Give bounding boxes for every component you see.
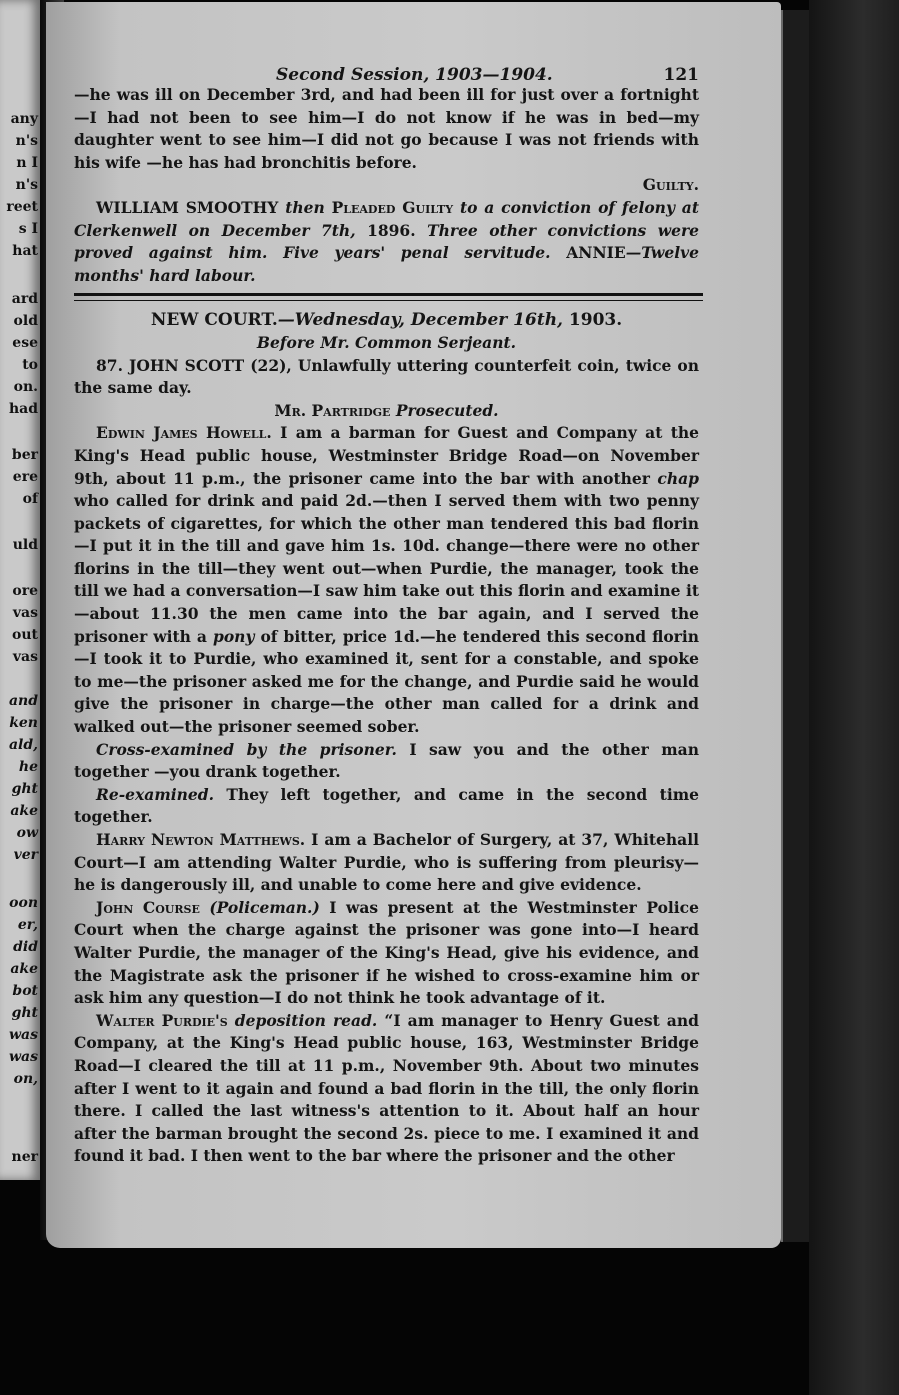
page-text: [74, 56, 699, 1168]
document-page: [46, 2, 781, 1248]
defendant-name: WILLIAM SMOOTHY: [96, 197, 279, 217]
margin-fragment: to: [22, 357, 38, 373]
margin-fragment: and: [8, 693, 38, 709]
margin-fragment: ore: [12, 583, 38, 599]
margin-fragment: ese: [12, 335, 38, 351]
cross-examination: Cross-examined by the prisoner. I saw you and the other man together —you drank together.: [74, 739, 699, 782]
margin-fragment: ber: [11, 447, 38, 463]
margin-fragment: out: [12, 627, 38, 643]
page-edge-stack: [781, 10, 811, 1242]
background-shadow: [809, 0, 899, 1395]
margin-fragment: ald,: [8, 737, 38, 753]
margin-fragment: ere: [12, 469, 38, 485]
testimony-matthews: Harry Newton Matthews. I am a Bachelor of Surgery, at 37, Whitehall Court—I am attending Walter Purdie, who is suffering from pleurisy—he is dangerously ill, and unable to come here and give evidence.: [74, 830, 699, 895]
margin-fragment: hat: [12, 243, 38, 259]
witness-name: John Course: [96, 897, 200, 917]
margin-fragment: n's: [15, 177, 38, 193]
sentence-paragraph: WILLIAM SMOOTHY then Pleaded Guilty to a conviction of felony at Clerkenwell on December 7th, 1896. Three other convictions were proved against him. Five years' penal servitude. ANNIE—Twelve months' hard labour.: [74, 197, 699, 285]
witness-name: Edwin James Howell.: [96, 423, 272, 443]
page-number: 121: [663, 65, 699, 85]
previous-case-testimony: —he was ill on December 3rd, and had been ill for just over a fortnight—I had not been to see him—I do not know if he was in bed—my daughter went to see him—I did not go because I was not friends with his wife —he has had bronchitis before.: [74, 85, 699, 172]
prosecution-line: Mr. Partridge Prosecuted.: [274, 400, 499, 420]
margin-fragment: ken: [9, 715, 38, 731]
margin-fragment: uld: [12, 537, 38, 553]
case-heading: 87. JOHN SCOTT (22), Unlawfully uttering counterfeit coin, twice on the same day.: [74, 355, 699, 398]
margin-fragment: on.: [13, 379, 38, 395]
margin-fragment: any: [10, 111, 38, 127]
verdict: Guilty.: [642, 175, 699, 195]
margin-fragment: of: [22, 491, 38, 507]
margin-fragment: did: [13, 939, 38, 955]
re-examination: Re-examined. They left together, and came in the second time together.: [74, 784, 699, 827]
margin-fragment: ght: [11, 781, 38, 797]
margin-fragment: reet: [6, 199, 38, 215]
page-header: [74, 56, 699, 84]
margin-fragment: was: [8, 1027, 38, 1043]
margin-fragment: n I: [16, 155, 38, 171]
deposition-purdie: Walter Purdie's deposition read. “I am manager to Henry Guest and Company, at the King's Head public house, 163, Westminster Bridge Road—I cleared the till at 11 p.m., November 9th. About two minutes after I went to it again and found a bad florin in the till, the only florin there. I called the last witness's attention to it. About half an hour after the barman brought the second 2s. piece to me. I examined it and found it bad. I then went to the bar where the prisoner and the other: [74, 1010, 699, 1166]
margin-fragment: er,: [17, 917, 38, 933]
judge-line: Before Mr. Common Serjeant.: [256, 332, 517, 352]
margin-fragment: ake: [10, 803, 38, 819]
margin-fragment: ner: [11, 1149, 38, 1165]
margin-fragment: n's: [15, 133, 38, 149]
margin-fragment: s I: [18, 221, 38, 237]
testimony-howell: Edwin James Howell. I am a barman for Guest and Company at the King's Head public house, Westminster Bridge Road—on November 9th, about 11 p.m., the prisoner came into the bar with another chap who called for drink and paid 2d.—then I served them with two penny packets of cigarettes, for which the other man tendered this bad florin —I put it in the till and gave him 1s. 10d. change—there were no other florins in the till—they went out—when Purdie, the manager, took the till we had a conversation—I saw him take out this florin and examine it—about 11.30 the men came into the bar again, and I served the prisoner with a pony of bitter, price 1d.—he tendered this second florin—I took it to Purdie, who examined it, sent for a constable, and spoke to me—the prisoner asked me for the change, and Purdie said he would give the prisoner in charge—the other man called for a drink and walked out—the prisoner seemed sober.: [74, 423, 700, 737]
margin-fragment: old: [13, 313, 38, 329]
margin-fragment: he: [18, 759, 38, 775]
section-divider: [74, 293, 703, 301]
margin-fragment: ver: [13, 847, 38, 863]
margin-fragment: vas: [12, 649, 38, 665]
testimony-course: John Course (Policeman.) I was present at the Westminster Police Court when the charge against the prisoner was gone into—I heard Walter Purdie, the manager of the King's Head, give his evidence, and the Magistrate ask the prisoner if he wished to cross-examine him or ask him any question—I do not think he took advantage of it.: [74, 897, 699, 1008]
margin-fragment: vas: [12, 605, 38, 621]
left-facing-page: [0, 0, 40, 1180]
margin-fragment: oon: [9, 895, 38, 911]
margin-fragment: ard: [11, 291, 38, 307]
margin-fragment: ght: [11, 1005, 38, 1021]
margin-fragment: on,: [13, 1071, 38, 1087]
court-heading: NEW COURT.—Wednesday, December 16th, 1903.: [150, 310, 623, 331]
margin-fragment: bot: [12, 983, 38, 999]
witness-name: Harry Newton Matthews.: [96, 830, 306, 849]
margin-fragment: ake: [10, 961, 38, 977]
margin-fragment: was: [8, 1049, 38, 1065]
margin-fragment: ow: [16, 825, 38, 841]
witness-name: Walter Purdie's: [96, 1010, 228, 1030]
margin-fragment: had: [8, 401, 38, 417]
running-title: Second Session, 1903—1904.: [276, 65, 553, 85]
